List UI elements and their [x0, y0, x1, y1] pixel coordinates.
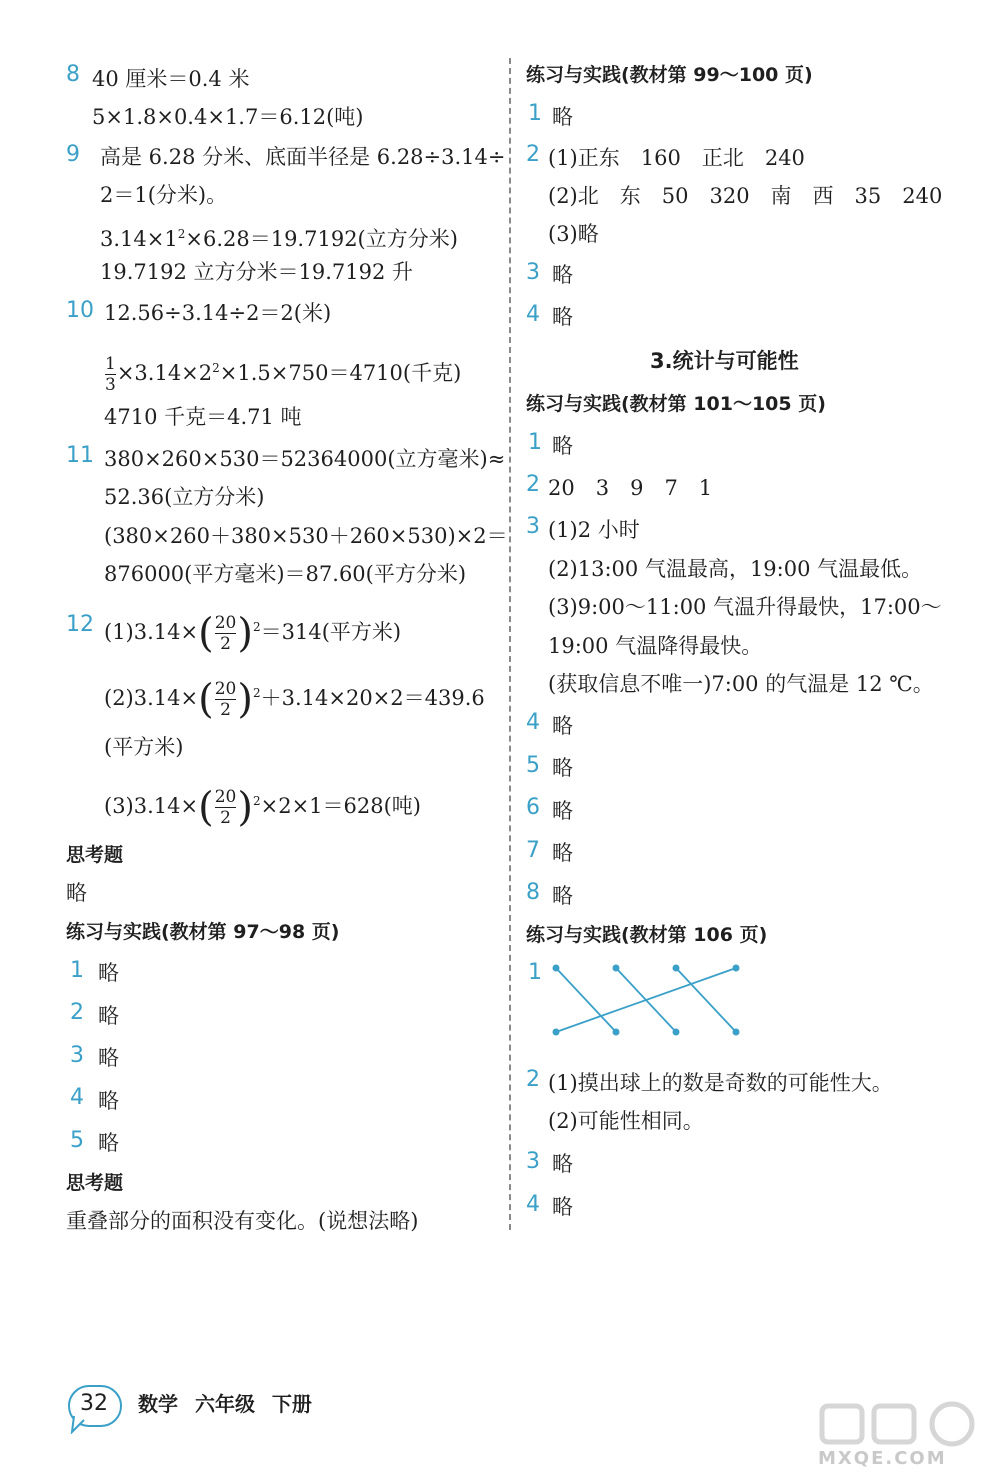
dot	[673, 965, 680, 972]
answer-line: (2)13:00 气温最高，19:00 气温最低。	[548, 557, 923, 581]
answer-line: (1)正东 160 正北 240	[548, 146, 805, 170]
match-line	[556, 968, 616, 1032]
answer-line: 2＝1(分米)。	[100, 183, 228, 207]
answer-line: 5×1.8×0.4×1.7＝6.12(吨)	[92, 105, 364, 129]
answer-line: (1)2 小时	[548, 518, 640, 542]
answer-line: 略	[98, 1131, 119, 1155]
question-number: 1	[70, 958, 84, 983]
answer-line: (3)9:00～11:00 气温升得最快，17:00～	[548, 595, 942, 619]
question-number: 10	[66, 298, 94, 323]
answer-line: 略	[98, 1046, 119, 1070]
chapter-title: 3.统计与可能性	[650, 349, 799, 373]
section-title: 思考题	[66, 844, 124, 866]
answer-line: 略	[552, 841, 573, 865]
fraction: $\frac{1}{3}$	[105, 354, 116, 395]
question-number: 4	[526, 710, 540, 735]
dot	[553, 965, 560, 972]
question-number: 2	[526, 472, 540, 497]
answer-line: (2)北 东 50 320 南 西 35 240	[548, 184, 943, 208]
question-number: 1	[528, 960, 542, 985]
question-number: 4	[526, 302, 540, 327]
question-number: 5	[526, 753, 540, 778]
question-number: 1	[528, 101, 542, 126]
dot	[613, 1029, 620, 1036]
answer-line: 20 3 9 7 1	[548, 476, 713, 500]
dot	[733, 1029, 740, 1036]
answer-line: 重叠部分的面积没有变化。(说想法略)	[66, 1209, 419, 1233]
answer-line: 略	[552, 434, 573, 458]
question-number: 3	[526, 260, 540, 285]
answer-line: 略	[66, 881, 87, 905]
dot	[613, 965, 620, 972]
dot	[733, 965, 740, 972]
question-number: 8	[66, 62, 80, 87]
answer-line: 略	[552, 884, 573, 908]
question-number: 2	[70, 1000, 84, 1025]
question-number: 4	[526, 1192, 540, 1217]
question-number: 11	[66, 443, 94, 468]
question-number: 9	[66, 142, 80, 167]
answer-line: 略	[98, 961, 119, 985]
answer-line: 略	[552, 105, 573, 129]
answer-line: 略	[98, 1089, 119, 1113]
question-number: 2	[526, 142, 540, 167]
question-number: 4	[70, 1085, 84, 1110]
section-title: 练习与实践(教材第 99～100 页)	[526, 64, 813, 86]
section-title: 练习与实践(教材第 97～98 页)	[66, 921, 340, 943]
column-divider	[509, 58, 511, 1230]
book-info: 数学 六年级 下册	[138, 1392, 312, 1416]
answer-line: (1)摸出球上的数是奇数的可能性大。	[548, 1071, 893, 1095]
answer-line: 19.7192 立方分米＝19.7192 升	[100, 260, 414, 284]
answer-line: (获取信息不唯一)7:00 的气温是 12 ℃。	[548, 672, 934, 696]
answer-line: (3)略	[548, 222, 599, 246]
answer-line: 876000(平方毫米)＝87.60(平方分米)	[104, 562, 467, 586]
question-number: 8	[526, 880, 540, 905]
question-number: 6	[526, 795, 540, 820]
question-number: 1	[528, 430, 542, 455]
question-number: 3	[70, 1043, 84, 1068]
question-number: 3	[526, 514, 540, 539]
answer-line: (2)可能性相同。	[548, 1109, 704, 1133]
answer-line: (平方米)	[104, 735, 184, 759]
exponent: 2	[177, 227, 186, 241]
answer-line: 12.56÷3.14÷2＝2(米)	[104, 301, 332, 325]
answer-line: (2)3.14×( $\frac{20}{2}$ )$^2$＋3.14×20×2＝439.6	[104, 676, 485, 723]
answer-line: 略	[552, 1152, 573, 1176]
section-title: 练习与实践(教材第 106 页)	[526, 924, 768, 946]
dot	[553, 1029, 560, 1036]
match-line	[556, 968, 736, 1032]
answer-line: 略	[552, 263, 573, 287]
answer-line: 略	[552, 714, 573, 738]
question-number: 12	[66, 612, 94, 637]
answer-line: 40 厘米＝0.4 米	[92, 67, 250, 91]
answer-line: 19:00 气温降得最快。	[548, 634, 763, 658]
answer-line: 略	[552, 1195, 573, 1219]
question-number: 5	[70, 1128, 84, 1153]
formula-part: ×6.28＝19.7192(立方分米)	[185, 227, 458, 251]
answer-line: (3)3.14×( $\frac{20}{2}$ )$^2$×2×1＝628(吨)	[104, 784, 421, 831]
matching-diagram	[548, 958, 748, 1044]
answer-line: $\frac{1}{3}$ $\times 3.14\times 2^2\times 1.5\times 750=4710$(千克)	[105, 354, 462, 395]
answer-line: 4710 千克＝4.71 吨	[104, 405, 302, 429]
match-line	[676, 968, 736, 1032]
answer-line: 380×260×530＝52364000(立方毫米)≈	[104, 447, 506, 471]
question-number: 7	[526, 838, 540, 863]
answer-line: 略	[98, 1004, 119, 1028]
question-number: 3	[526, 1149, 540, 1174]
question-number: 2	[526, 1067, 540, 1092]
section-title: 思考题	[66, 1172, 124, 1194]
fraction: $\frac{20}{2}$	[214, 613, 237, 654]
answer-line: 略	[552, 305, 573, 329]
answer-line: 52.36(立方分米)	[104, 485, 265, 509]
fraction: $\frac{20}{2}$	[214, 787, 237, 828]
watermark-text: MXQE.COM	[818, 1448, 947, 1469]
answer-line: 略	[552, 756, 573, 780]
fraction: $\frac{20}{2}$	[214, 679, 237, 720]
page-number: 32	[80, 1391, 108, 1416]
answer-line: (380×260＋380×530＋260×530)×2＝	[104, 524, 508, 548]
section-title: 练习与实践(教材第 101～105 页)	[526, 393, 826, 415]
answer-line	[100, 219, 458, 254]
answer-line: 略	[552, 799, 573, 823]
formula-part: 3.14×1	[100, 227, 178, 251]
answer-line: (1)3.14×( $\frac{20}{2}$ )$^2$＝314(平方米)	[104, 610, 402, 657]
answer-line: 高是 6.28 分米、底面半径是 6.28÷3.14÷	[100, 145, 506, 169]
dot	[673, 1029, 680, 1036]
